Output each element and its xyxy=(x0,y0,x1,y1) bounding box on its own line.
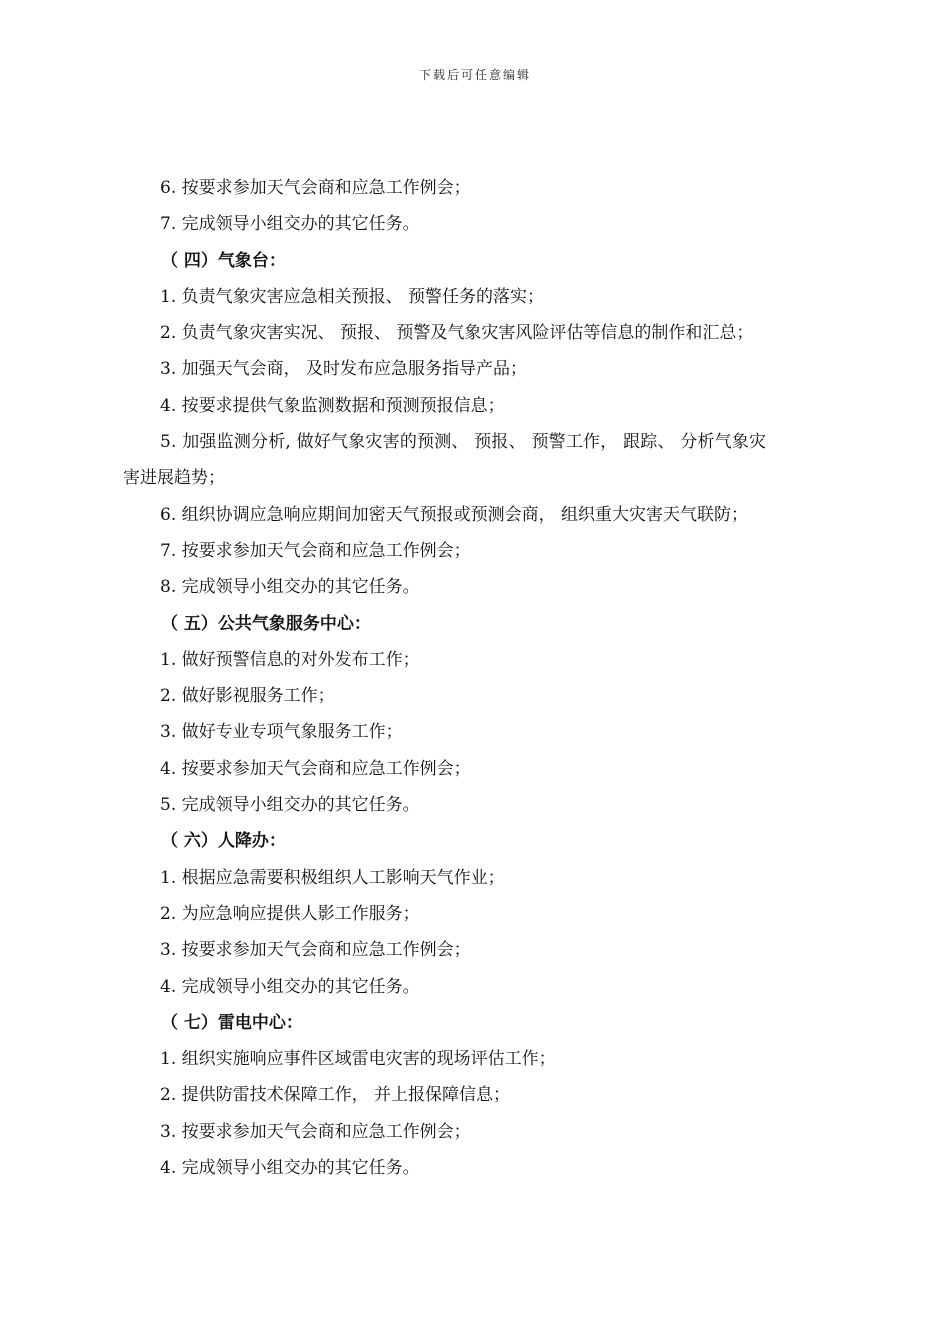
list-item: 3. 按要求参加天气会商和应急工作例会； xyxy=(160,1121,471,1142)
list-item: 1. 负责气象灾害应急相关预报、 预警任务的落实； xyxy=(160,286,545,307)
list-item: 4. 按要求提供气象监测数据和预测预报信息； xyxy=(160,395,505,416)
document-body xyxy=(123,170,835,1186)
section-heading-public-service-center: （ 五）公共气象服务中心： xyxy=(161,613,371,634)
list-item: 2. 负责气象灾害实况、 预报、 预警及气象灾害风险评估等信息的制作和汇总； xyxy=(160,323,754,344)
list-item: 1. 组织实施响应事件区域雷电灾害的现场评估工作； xyxy=(160,1049,556,1070)
list-item: 5. 加强监测分析, 做好气象灾害的预测、 预报、 预警工作， 跟踪、 分析气象灾 xyxy=(160,432,767,453)
section-heading-lightning-center: （ 七）雷电中心： xyxy=(161,1012,303,1033)
list-item: 4. 按要求参加天气会商和应急工作例会； xyxy=(160,758,471,779)
list-item-continuation: 害进展趋势； xyxy=(123,468,225,489)
list-item: 1. 做好预警信息的对外发布工作； xyxy=(160,649,420,670)
list-item: 6. 组织协调应急响应期间加密天气预报或预测会商， 组织重大灾害天气联防； xyxy=(160,504,749,525)
list-item: 1. 根据应急需要积极组织人工影响天气作业； xyxy=(160,867,505,888)
list-item: 3. 加强天气会商， 及时发布应急服务指导产品； xyxy=(160,359,528,380)
list-item: 2. 提供防雷技术保障工作， 并上报保障信息； xyxy=(160,1085,511,1106)
list-item: 8. 完成领导小组交办的其它任务。 xyxy=(160,577,420,598)
list-item: 3. 按要求参加天气会商和应急工作例会； xyxy=(160,940,471,961)
list-item: 4. 完成领导小组交办的其它任务。 xyxy=(160,1158,420,1179)
list-item: 2. 做好影视服务工作； xyxy=(160,686,335,707)
section-heading-weather-station: （ 四）气象台： xyxy=(161,250,286,271)
list-item: 7. 完成领导小组交办的其它任务。 xyxy=(160,214,420,235)
page-header: 下载后可任意编辑 xyxy=(418,68,531,82)
list-item: 6. 按要求参加天气会商和应急工作例会； xyxy=(160,178,471,198)
list-item: 4. 完成领导小组交办的其它任务。 xyxy=(160,976,420,997)
section-heading-weather-modification: （ 六）人降办： xyxy=(161,831,286,852)
list-item: 2. 为应急响应提供人影工作服务； xyxy=(160,903,420,924)
list-item: 5. 完成领导小组交办的其它任务。 xyxy=(160,795,420,816)
list-item: 7. 按要求参加天气会商和应急工作例会； xyxy=(160,540,471,561)
list-item: 3. 做好专业专项气象服务工作； xyxy=(160,722,403,743)
